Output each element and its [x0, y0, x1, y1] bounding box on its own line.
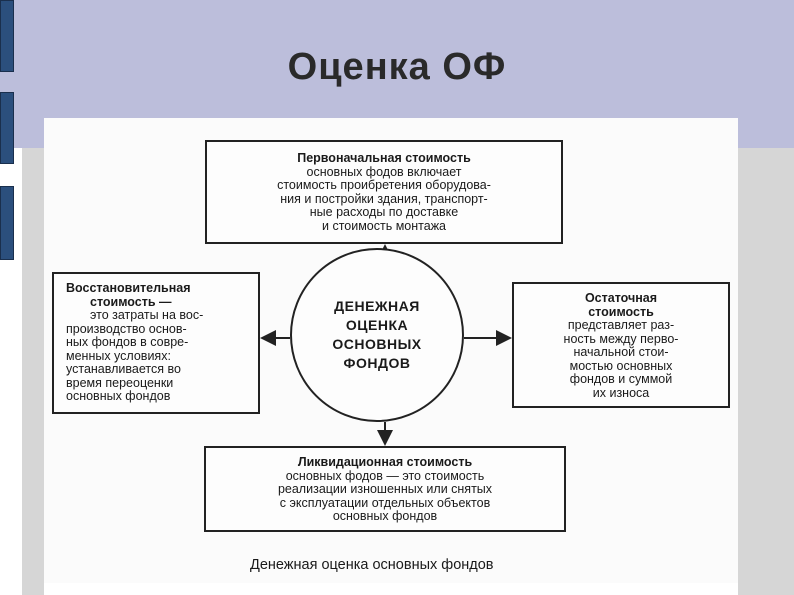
residual-cost-box [512, 282, 730, 408]
residual-cost-line: их износа [592, 385, 650, 400]
slide-title: Оценка ОФ [287, 46, 507, 88]
initial-cost-line: ные расходы по доставке [309, 205, 459, 219]
initial-cost-line: ния и постройки здания, транспорт- [280, 191, 488, 206]
replacement-cost-heading: Восстановительная [66, 281, 191, 295]
replacement-cost-line: время переоценки [66, 375, 174, 390]
residual-cost-heading: Остаточная [584, 291, 658, 305]
residual-cost-line: фондов и суммой [569, 372, 673, 386]
residual-cost-line: ность между перво- [563, 331, 679, 346]
liquidation-cost-heading: Ликвидационная стоимость [297, 455, 473, 469]
residual-cost-line: мостью основных [569, 358, 673, 373]
liquidation-cost-line: основных фодов — это стоимость [285, 468, 485, 483]
replacement-cost-line: основных фондов [66, 389, 171, 403]
replacement-cost-line: устанавливается во [66, 362, 181, 376]
residual-cost-line: стоимость [588, 304, 654, 319]
initial-cost-heading: Первоначальная стоимость [297, 151, 471, 165]
replacement-cost-heading-2: стоимость — [90, 294, 172, 309]
center-label-line: ОЦЕНКА [345, 317, 409, 333]
liquidation-cost-line: реализации изношенных или снятых [277, 482, 493, 496]
replacement-cost-line: это затраты на вос- [90, 308, 204, 322]
replacement-cost-box [52, 272, 260, 414]
replacement-cost-line: менных условиях: [66, 348, 171, 363]
replacement-cost-line: производство основ- [66, 321, 187, 336]
replacement-cost-line: ных фондов в совре- [66, 335, 189, 349]
diagram-caption: Денежная оценка основных фондов [250, 557, 494, 573]
initial-cost-box [205, 140, 563, 244]
center-circle [290, 248, 464, 422]
liquidation-cost-line: с эксплуатации отдельных объектов [279, 495, 491, 510]
center-label-line: ФОНДОВ [343, 355, 411, 371]
initial-cost-line: основных фодов включает [306, 164, 462, 179]
residual-cost-line: начальной стои- [573, 345, 669, 359]
center-label-line: ОСНОВНЫХ [332, 336, 422, 352]
initial-cost-line: и стоимость монтажа [321, 218, 447, 233]
initial-cost-line: стоимость проибретения оборудова- [277, 178, 491, 192]
liquidation-cost-line: основных фондов [332, 509, 438, 523]
center-label-line: ДЕНЕЖНАЯ [334, 298, 420, 314]
residual-cost-line: представляет раз- [567, 318, 675, 332]
liquidation-cost-box [204, 446, 566, 532]
